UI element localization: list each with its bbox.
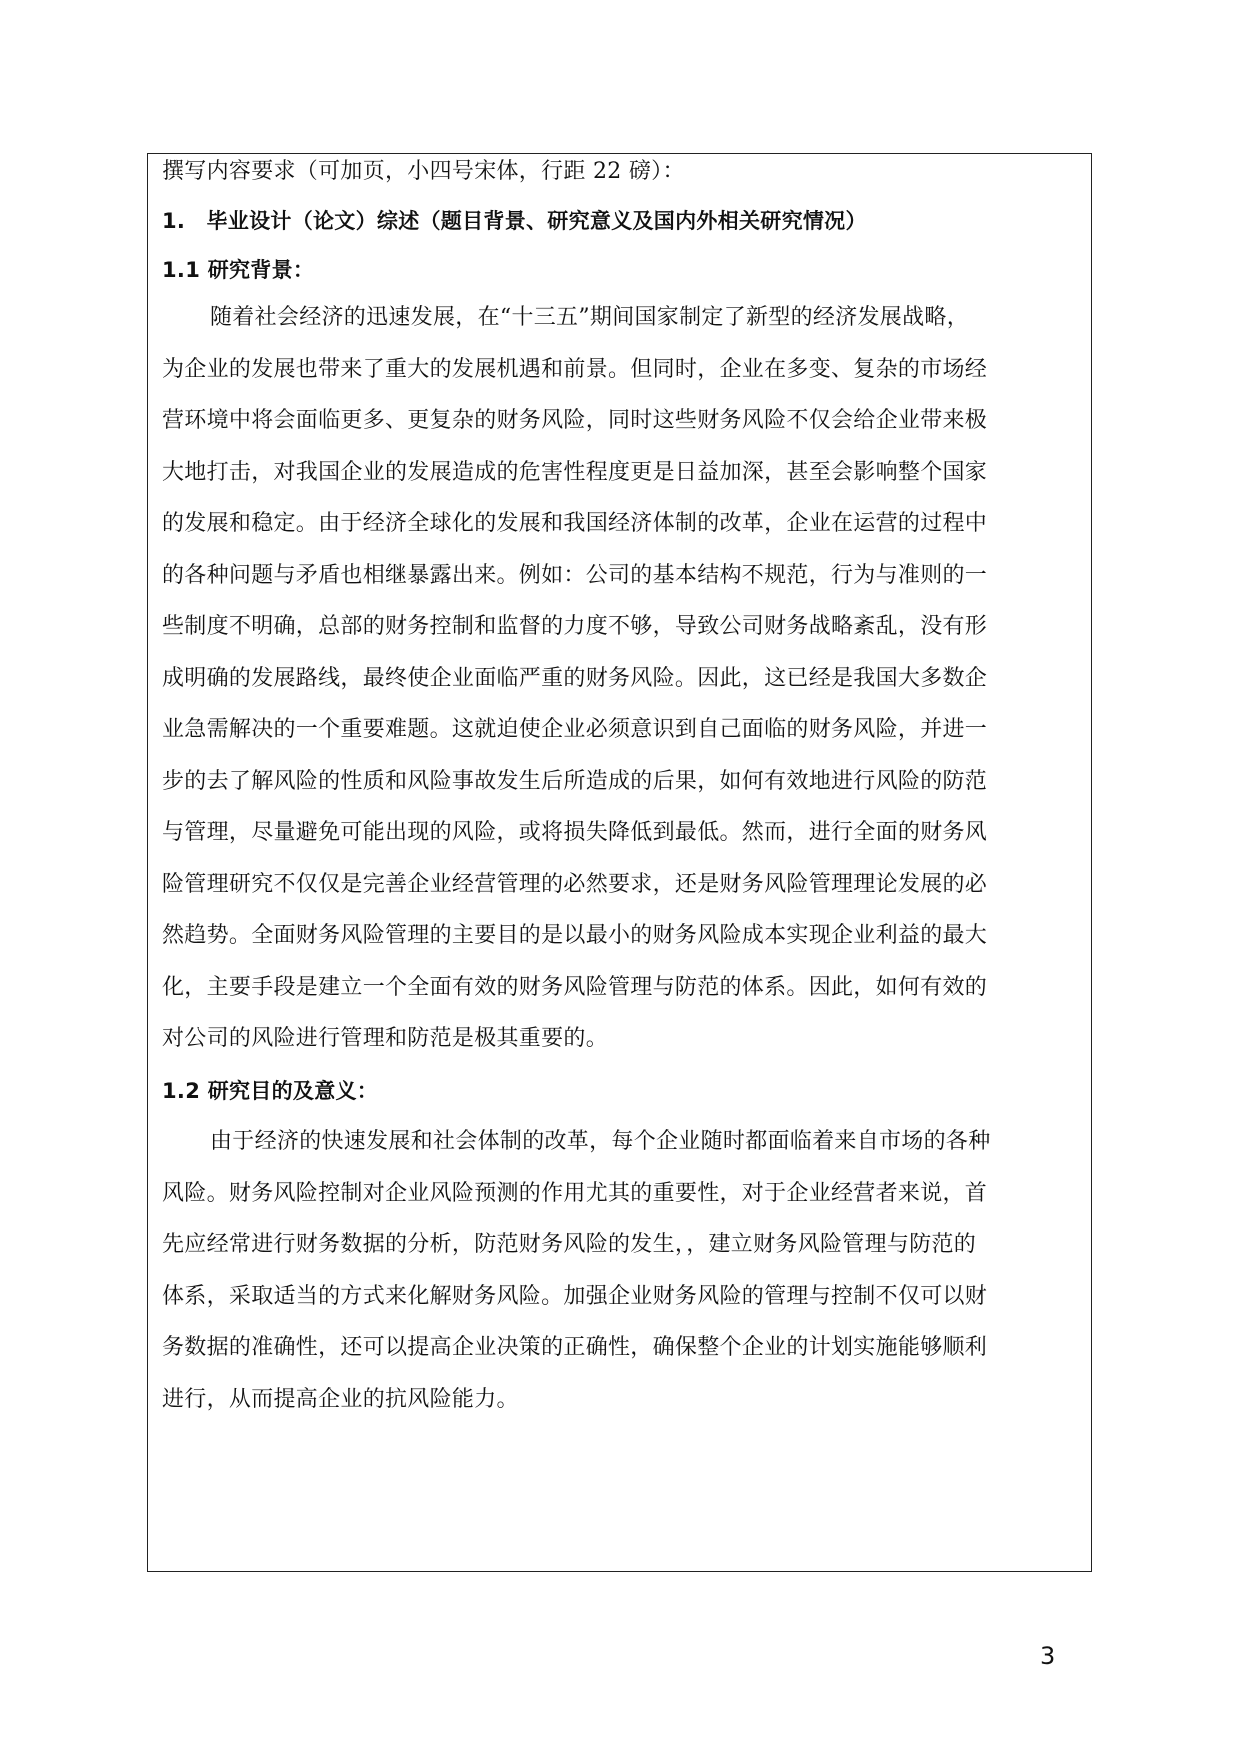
paragraph-line: 的各种问题与矛盾也相继暴露出来。例如：公司的基本结构不规范，行为与准则的一	[162, 563, 988, 588]
paragraph-line: 务数据的准确性，还可以提高企业决策的正确性，确保整个企业的计划实施能够顺利	[162, 1335, 988, 1360]
paragraph-line: 进行，从而提高企业的抗风险能力。	[162, 1387, 519, 1412]
paragraph-line: 风险。财务风险控制对企业风险预测的作用尤其的重要性，对于企业经营者来说，首	[162, 1181, 988, 1206]
paragraph-line: 的发展和稳定。由于经济全球化的发展和我国经济体制的改革，企业在运营的过程中	[162, 511, 988, 536]
paragraph-line: 步的去了解风险的性质和风险事故发生后所造成的后果，如何有效地进行风险的防范	[162, 769, 988, 794]
paragraph-line: 然趋势。全面财务风险管理的主要目的是以最小的财务风险成本实现企业利益的最大	[162, 923, 988, 948]
paragraph-line: 为企业的发展也带来了重大的发展机遇和前景。但同时，企业在多变、复杂的市场经	[162, 357, 988, 382]
subsection-title-background: 1.1 研究背景：	[162, 258, 315, 282]
paragraph-line: 由于经济的快速发展和社会体制的改革，每个企业随时都面临着来自市场的各种	[210, 1129, 991, 1154]
paragraph-line: 大地打击，对我国企业的发展造成的危害性程度更是日益加深，甚至会影响整个国家	[162, 460, 988, 485]
paragraph-line: 体系，采取适当的方式来化解财务风险。加强企业财务风险的管理与控制不仅可以财	[162, 1284, 988, 1309]
paragraph-line: 些制度不明确，总部的财务控制和监督的力度不够，导致公司财务战略紊乱，没有形	[162, 614, 988, 639]
paragraph-line: 对公司的风险进行管理和防范是极其重要的。	[162, 1026, 609, 1051]
paragraph-line: 业急需解决的一个重要难题。这就迫使企业必须意识到自己面临的财务风险，并进一	[162, 717, 988, 742]
subsection-title-purpose: 1.2 研究目的及意义：	[162, 1079, 379, 1103]
paragraph-line: 营环境中将会面临更多、更复杂的财务风险，同时这些财务风险不仅会给企业带来极	[162, 408, 988, 433]
page-number: 3	[1040, 1642, 1056, 1670]
paragraph-line: 化，主要手段是建立一个全面有效的财务风险管理与防范的体系。因此，如何有效的	[162, 975, 988, 1000]
paragraph-line: 随着社会经济的迅速发展，在“十三五”期间国家制定了新型的经济发展战略，	[210, 305, 969, 330]
paragraph-line: 先应经常进行财务数据的分析，防范财务风险的发生，，建立财务风险管理与防范的	[162, 1232, 977, 1257]
paragraph-line: 成明确的发展路线，最终使企业面临严重的财务风险。因此，这已经是我国大多数企	[162, 666, 988, 691]
header-note: 撰写内容要求（可加页，小四号宋体，行距 22 磅）：	[162, 159, 685, 184]
paragraph-line: 险管理研究不仅仅是完善企业经营管理的必然要求，还是财务风险管理理论发展的必	[162, 872, 988, 897]
paragraph-line: 与管理，尽量避免可能出现的风险，或将损失降低到最低。然而，进行全面的财务风	[162, 820, 988, 845]
section-heading: 1. 毕业设计（论文）综述（题目背景、研究意义及国内外相关研究情况）	[162, 209, 867, 233]
